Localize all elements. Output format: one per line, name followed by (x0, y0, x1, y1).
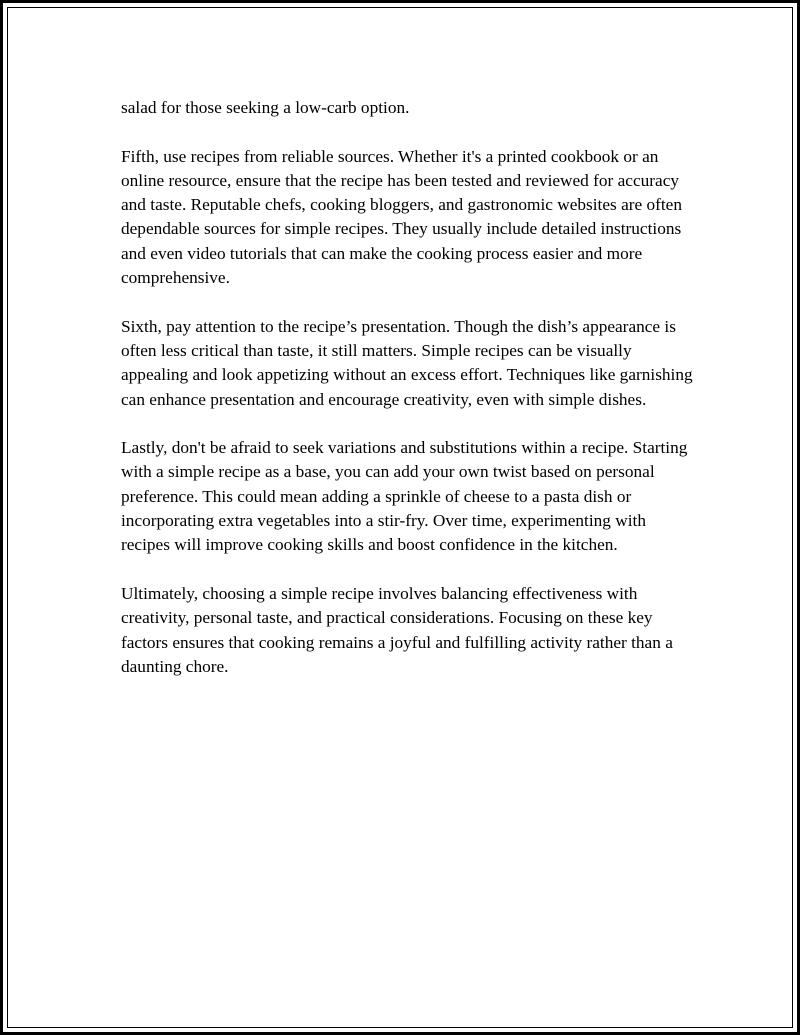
paragraph: Lastly, don't be afraid to seek variations and substitutions within a recipe. Starting with a simple recipe as a base, you can add your own twist based on personal preference. This could mean adding a sprinkle of cheese to a pasta dish or incorporating extra vegetables into a stir-fry. Over time, experimenting with recipes will improve cooking skills and boost confidence in the kitchen. (121, 438, 688, 555)
paragraph: salad for those seeking a low-carb option. (121, 98, 410, 117)
paragraph: Ultimately, choosing a simple recipe involves balancing effectiveness with creativity, personal taste, and practical considerations. Focusing on these key factors ensures that cooking remains a joyful and fulfilling activity rather than a daunting chore. (121, 583, 673, 676)
paragraph: Fifth, use recipes from reliable sources. Whether it's a printed cookbook or an online resource, ensure that the recipe has been tested and reviewed for accuracy and taste. Reputable chefs, cooking bloggers, and gastronomic websites are often dependable sources for simple recipes. They usually include detailed instructions and even video tutorials that can make the cooking process easier and more comprehensive. (121, 146, 682, 288)
paragraph: Sixth, pay attention to the recipe’s presentation. Though the dish’s appearance is often less critical than taste, it still matters. Simple recipes can be visually appealing and look appetizing without an excess effort. Techniques like garnishing can enhance presentation and encourage creativity, even with simple dishes. (121, 316, 693, 409)
document-body (121, 96, 696, 703)
